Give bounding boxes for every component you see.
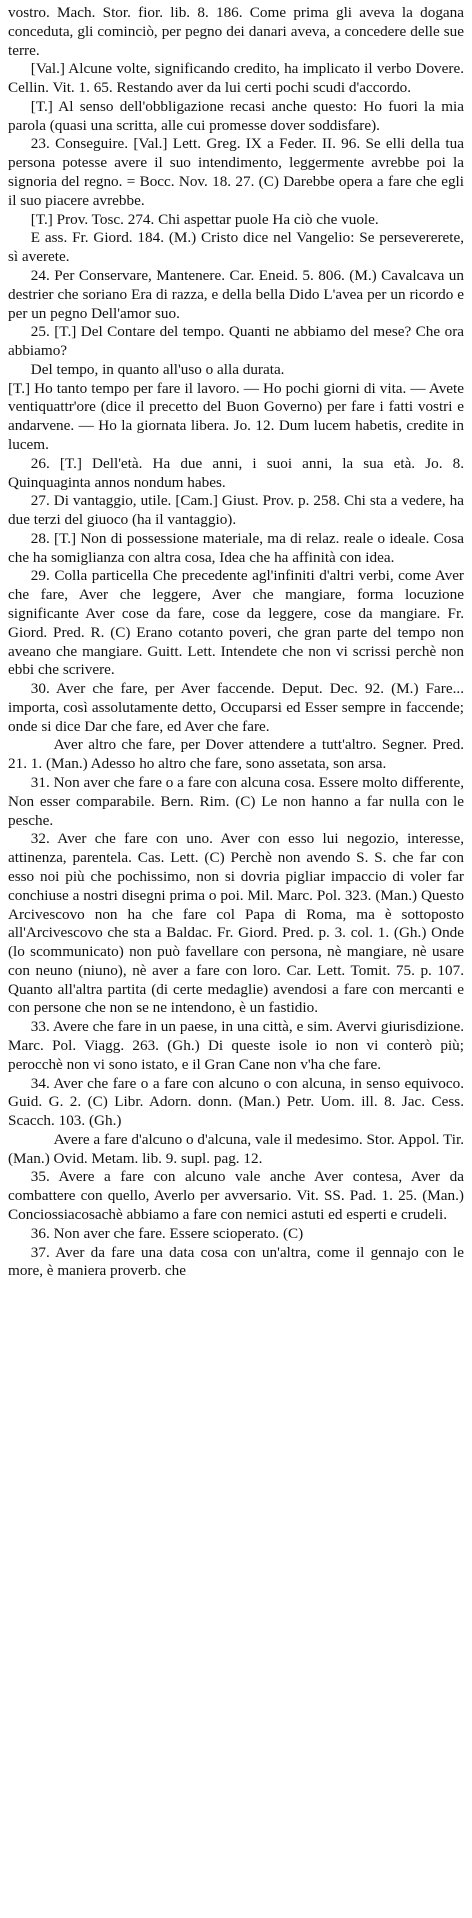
entry-paragraph: 31. Non aver che fare o a fare con alcuna cosa. Essere molto differente, Non esser comparabile. Bern. Rim. (C) Le non hanno a far nulla con le pesche. <box>8 774 464 829</box>
entry-paragraph: 30. Aver che fare, per Aver faccende. Deput. Dec. 92. (M.) Fare... importa, così assolutamente detto, Occuparsi ed Esser sempre in faccende; onde si dice Dar che fare, ed Aver che fare. <box>8 680 464 735</box>
entry-paragraph: [T.] Al senso dell'obbligazione recasi anche questo: Ho fuori la mia parola (quasi una scritta, alle cui promesse dover soddisfare). <box>8 97 464 134</box>
entry-paragraph: 28. [T.] Non di possessione materiale, ma di relaz. reale o ideale. Cosa che ha somiglianza con altra cosa, Idea che ha affinità con idea. <box>8 529 464 566</box>
entry-paragraph: [T.] Ho tanto tempo per fare il lavoro. — Ho pochi giorni di vita. — Avete ventiquattr'ore (dice il precetto del Buon Governo) per fare i fatti vostri e andarvene. — Ho la giornata libera. Jo. 12. Dum lucem habetis, credite in lucem. <box>8 379 464 453</box>
entry-paragraph: 23. Conseguire. [Val.] Lett. Greg. IX a Feder. II. 96. Se elli della tua persona potesse avere il suo intendimento, leggermente avrebbe poi la signoria del regno. = Bocc. Nov. 18. 27. (C) Darebbe opera a fare che egli il suo piacere avrebbe. <box>8 135 464 209</box>
entry-paragraph: 32. Aver che fare con uno. Aver con esso lui negozio, interesse, attinenza, parentela. Cas. Lett. (C) Perchè non avendo S. S. che far con esso noi più che pochissimo, non si dovria pigliar impaccio di voler far conchiuse a nostri disegni prima o poi. Mil. Marc. Pol. 323. (Man.) Questo Arcivescovo non ha che fare col Papa di Roma, ma è sottoposto all'Arcivescovo che sta a Baldac. Fr. Giord. Pred. p. 3. col. 1. (Gh.) Onde (lo scommunicato) non può favellare con persona, nè mangiare, nè usare con neuno (niuno), nè aver a fare con loro. Car. Lett. Tomit. 75. p. 107. Quanto all'altra partita (di certe medaglie) avendosi a fare con mercanti e con persone che non se ne intendono, è un fastidio. <box>8 830 464 1017</box>
entry-paragraph: 27. Di vantaggio, utile. [Cam.] Giust. Prov. p. 258. Chi sta a vedere, ha due terzi del giuoco (ha il vantaggio). <box>8 492 464 529</box>
entry-paragraph: Aver altro che fare, per Dover attendere a tutt'altro. Segner. Pred. 21. 1. (Man.) Adesso ho altro che fare, sono assetata, son arsa. <box>8 736 464 773</box>
entry-paragraph: 25. [T.] Del Contare del tempo. Quanti ne abbiamo del mese? Che ora abbiamo? <box>8 323 464 360</box>
entry-paragraph: 37. Aver da fare una data cosa con un'altra, come il gennajo con le more, è maniera proverb. che <box>8 1243 464 1280</box>
entry-paragraph: Avere a fare d'alcuno o d'alcuna, vale il medesimo. Stor. Appol. Tir. (Man.) Ovid. Metam. lib. 9. supl. pag. 12. <box>8 1130 464 1167</box>
entry-paragraph: 29. Colla particella Che precedente agl'infiniti d'altri verbi, come Aver che fare, Aver che leggere, Aver che mangiare, forma locuzione significante Aver cose da fare, cose da leggere, cose da mangiare. Fr. Giord. Pred. R. (C) Erano cotanto poveri, che gran parte del tempo non aveano che mangiare. Guitt. Lett. Intendete che non vi scrissi perchè non ebbi che scrivere. <box>8 567 464 679</box>
entry-paragraph: Del tempo, in quanto all'uso o alla durata. <box>30 360 285 378</box>
entry-paragraph: E ass. Fr. Giord. 184. (M.) Cristo dice nel Vangelio: Se persevererete, sì averete. <box>8 229 464 266</box>
entry-paragraph: vostro. Mach. Stor. fior. lib. 8. 186. Come prima gli aveva la dogana conceduta, gli cominciò, per pegno dei danari aveva, a concedere delle sue terre. <box>8 4 464 59</box>
entry-paragraph: 33. Avere che fare in un paese, in una città, e sim. Avervi giurisdizione. Marc. Pol. Viagg. 263. (Gh.) Di queste isole io non vi conterò più; perocchè non vi sono istato, e il Gran Cane non v'ha che fare. <box>8 1018 464 1073</box>
entry-paragraph: 26. [T.] Dell'età. Ha due anni, i suoi anni, la sua età. Jo. 8. Quinquaginta annos nondum habes. <box>8 454 464 491</box>
entry-paragraph: 35. Avere a fare con alcuno vale anche Aver contesa, Aver da combattere con quello, Averlo per avversario. Vit. SS. Pad. 1. 25. (Man.) Conciossiacosachè abbiamo a fare con nemici astuti ed esperti e crudeli. <box>8 1168 464 1223</box>
entry-paragraph: 34. Aver che fare o a fare con alcuno o con alcuna, in senso equivoco. Guid. G. 2. (C) Libr. Adorn. donn. (Man.) Petr. Uom. ill. 8. Jac. Cess. Scacch. 103. (Gh.) <box>8 1074 464 1130</box>
entry-paragraph: [Val.] Alcune volte, significando credito, ha implicato il verbo Dovere. Cellin. Vit. 1. 65. Restando aver da lui certi pochi scudi d'accordo. <box>8 60 464 97</box>
entry-paragraph: 24. Per Conservare, Mantenere. Car. Eneid. 5. 806. (M.) Cavalcava un destrier che soriano Era di razza, e della bella Dido L'avea per un ricordo e per un pegno Dell'amor suo. <box>8 266 464 322</box>
text-column <box>8 4 464 1281</box>
entry-paragraph: 36. Non aver che fare. Essere scioperato. (C) <box>30 1224 304 1242</box>
entry-paragraph: [T.] Prov. Tosc. 274. Chi aspettar puole Ha ciò che vuole. <box>30 210 379 228</box>
